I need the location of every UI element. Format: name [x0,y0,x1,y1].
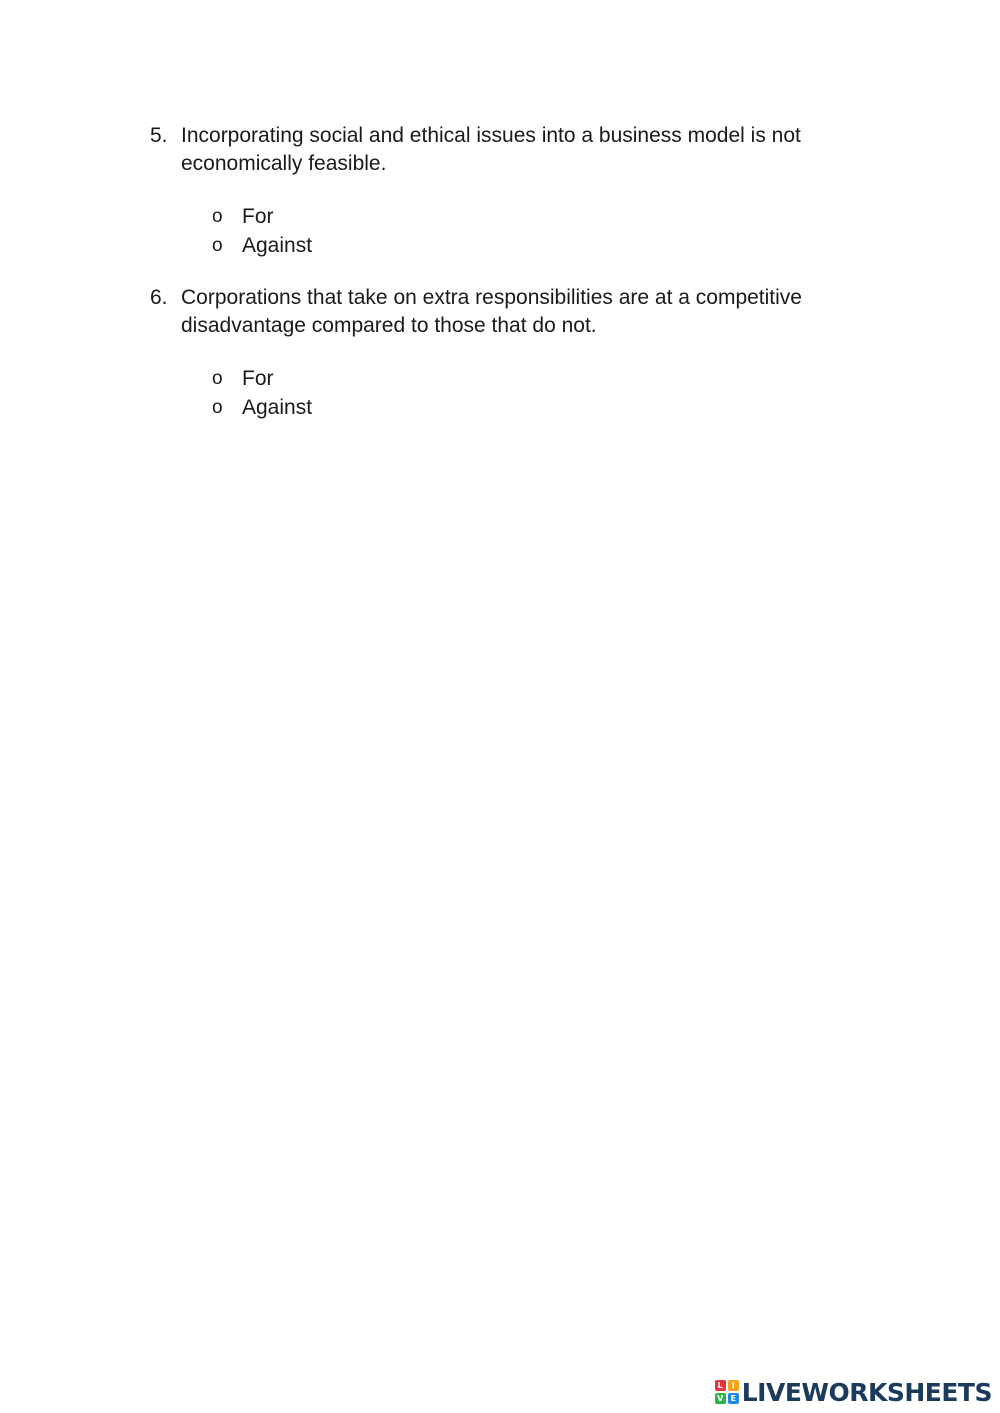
circle-bullet-icon: o [212,367,223,389]
answer-options [150,202,850,260]
logo-square: V [715,1393,726,1404]
logo-square: E [728,1393,739,1404]
circle-bullet-icon: o [212,205,223,227]
circle-bullet-icon: o [212,396,223,418]
logo-square: I [728,1380,739,1391]
logo-square: L [715,1380,726,1391]
question-number: 6. [150,286,168,309]
question-6 [150,284,850,422]
option-label: Against [242,233,313,257]
option-for[interactable] [212,364,850,393]
question-number: 5. [150,124,168,147]
option-label: For [242,204,274,228]
option-for[interactable] [212,202,850,231]
liveworksheets-logo-icon [715,1380,739,1404]
question-text: Incorporating social and ethical issues into a business model is not economically feasible. [181,124,801,175]
liveworksheets-brand [715,1379,992,1405]
question-5 [150,122,850,260]
option-label: For [242,366,274,390]
option-against[interactable] [212,231,850,260]
brand-wordmark: LIVEWORKSHEETS [741,1377,992,1407]
option-label: Against [242,395,313,419]
option-against[interactable] [212,393,850,422]
answer-options [150,364,850,422]
circle-bullet-icon: o [212,234,223,256]
question-text: Corporations that take on extra responsibilities are at a competitive disadvantage compared to those that do not. [181,286,802,337]
